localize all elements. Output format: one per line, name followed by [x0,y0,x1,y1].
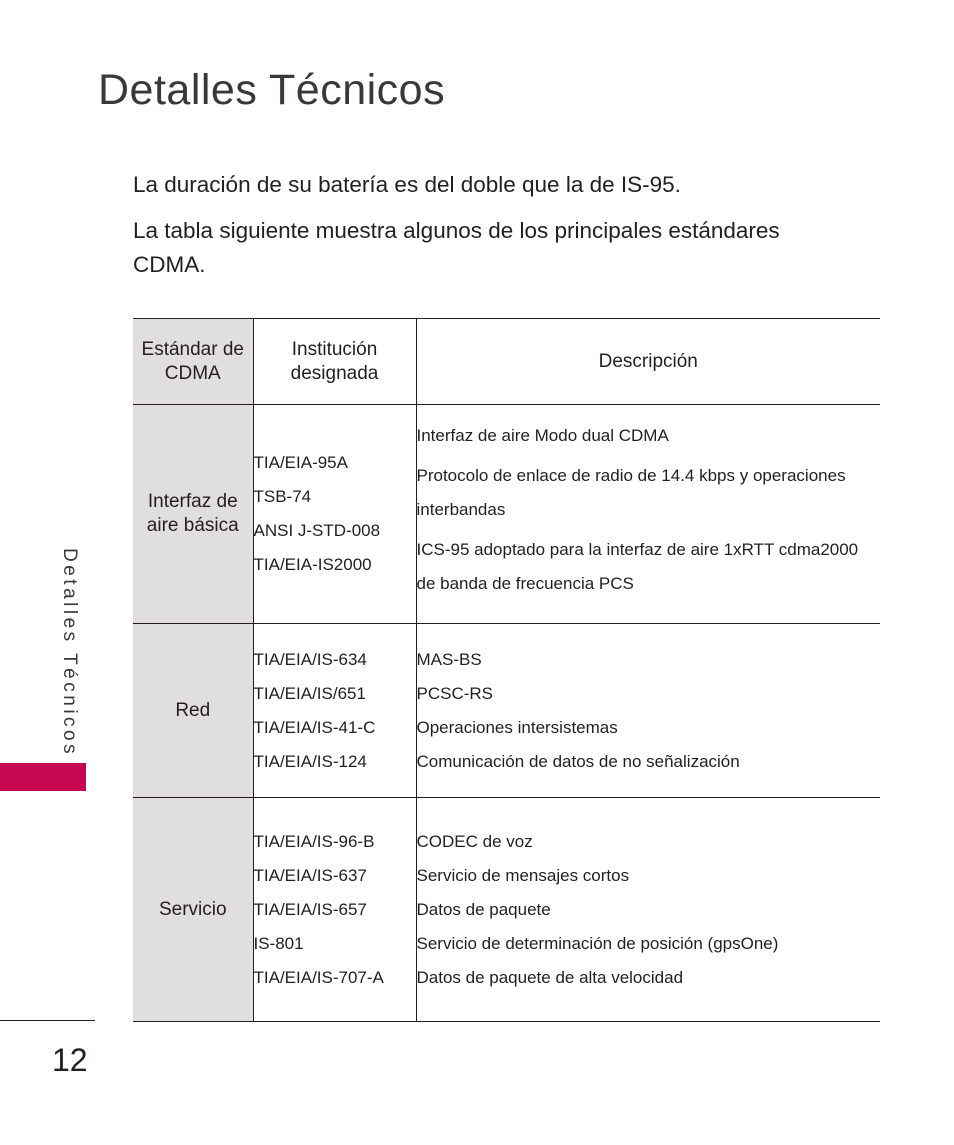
description-item: Datos de paquete de alta velocidad [416,967,684,987]
institution-item: TIA/EIA/IS-657 [253,899,367,919]
institution-item: TIA/EIA/IS-96-B [253,831,375,851]
description-cell [416,798,880,1022]
institution-item: TIA/EIA/IS/651 [253,683,366,703]
description-item: Datos de paquete [416,899,551,919]
description-item: Protocolo de enlace de radio de 14.4 kbps y operaciones interbandas [416,466,846,519]
institution-item: IS-801 [253,933,304,953]
description-item: PCSC-RS [416,683,494,703]
header-institution: Institución designada [253,319,416,405]
page-title: Detalles Técnicos [98,66,446,114]
side-section-label: Detalles Técnicos [59,548,80,758]
description-item: Servicio de mensajes cortos [416,865,630,885]
institution-cell [253,624,416,798]
footer-divider [0,1020,95,1021]
description-item: CODEC de voz [416,831,533,851]
institution-item: TSB-74 [253,487,312,506]
intro-text [133,168,853,294]
description-item: MAS-BS [416,649,482,669]
intro-paragraph-1: La duración de su batería es del doble que la de IS-95. [133,172,681,197]
description-item: Servicio de determinación de posición (gpsOne) [416,933,779,953]
table-row [133,405,880,624]
institution-item: ANSI J-STD-008 [253,521,381,540]
category-cell: Red [133,624,253,798]
institution-item: TIA/EIA/IS-637 [253,865,367,885]
description-item: Comunicación de datos de no señalización [416,751,740,771]
cdma-standards-table [133,318,880,1022]
description-item: ICS-95 adoptado para la interfaz de aire 1xRTT cdma2000 de banda de frecuencia PCS [416,540,859,593]
description-item: Interfaz de aire Modo dual CDMA [416,426,669,445]
description-item: Operaciones intersistemas [416,717,618,737]
institution-cell [253,798,416,1022]
institution-item: TIA/EIA/IS-41-C [253,717,376,737]
page-number: 12 [52,1042,88,1078]
section-accent-tab [0,763,86,791]
table-row [133,624,880,798]
category-cell: Interfaz de aire básica [133,405,253,624]
header-standard: Estándar de CDMA [133,319,253,405]
description-cell [416,405,880,624]
institution-item: TIA/EIA-IS2000 [253,555,372,574]
header-description: Descripción [416,319,880,405]
table-row [133,798,880,1022]
institution-item: TIA/EIA/IS-124 [253,751,367,771]
description-cell [416,624,880,798]
institution-item: TIA/EIA-95A [253,453,348,472]
category-cell: Servicio [133,798,253,1022]
institution-item: TIA/EIA/IS-707-A [253,967,384,987]
institution-item: TIA/EIA/IS-634 [253,649,367,669]
intro-paragraph-2: La tabla siguiente muestra algunos de los principales estándares CDMA. [133,218,780,277]
institution-cell [253,405,416,624]
table-header-row [133,319,880,405]
